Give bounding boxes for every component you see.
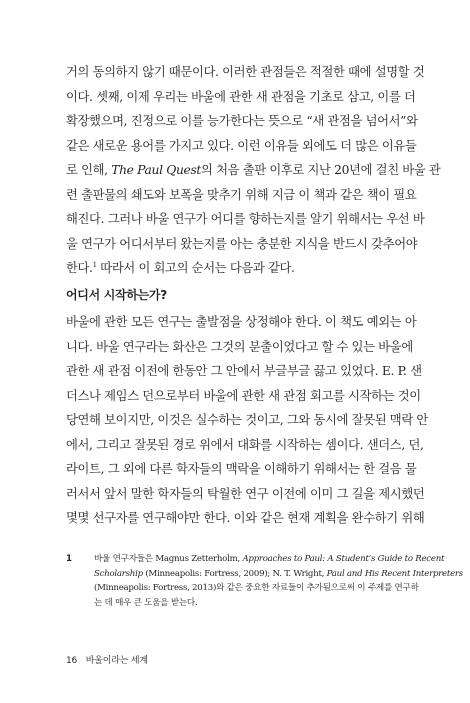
section-heading: 어디서 시작하는가? — [66, 288, 167, 302]
body-paragraph-2 — [66, 310, 428, 531]
body-paragraph-1 — [66, 60, 441, 281]
footnote-ref: 1 — [92, 261, 97, 269]
text-line: 관한 새 관점 이전에 한동안 그 안에서 부글부글 끓고 있었다. E. P. 샌 — [66, 364, 422, 378]
text-line: 몇몇 선구자를 연구해야만 한다. 이와 같은 현재 계획을 완수하기 위해 — [66, 511, 425, 525]
text-line: 확장했으며, 진정으로 이를 능가한다는 뜻으로 “새 관점을 넘어서”와 — [66, 114, 418, 128]
footnote-line — [94, 552, 445, 567]
text-segment: 바울 연구자들은 Magnus Zetterholm, — [94, 554, 243, 564]
footnote-text — [94, 552, 463, 610]
text-line: 바울에 관한 모든 연구는 출발점을 상정해야 한다. 이 책도 예외는 아 — [66, 315, 417, 329]
text-segment: 로 인해, — [66, 163, 112, 177]
text-line: 에서, 그리고 잘못된 경로 위에서 대화를 시작하는 셈이다. 샌더스, 던, — [66, 437, 424, 452]
text-segment: 따라서 이 회고의 순서는 다음과 같다. — [96, 261, 295, 275]
book-title: Paul and His Recent Interpreters — [326, 568, 463, 579]
book-title: Approaches to Paul: A Student’s Guide to Recent — [242, 554, 445, 564]
text-line: 라이트, 그 외에 다른 학자들의 맥락을 이해하기 위해서는 한 걸음 물 — [66, 462, 417, 476]
text-line — [66, 158, 441, 183]
text-line: 이다. 셋째, 이제 우리는 바울에 관한 새 관점을 기초로 삼고, 이를 더 — [66, 89, 416, 104]
text-line: 울 연구가 어디서부터 왔는지를 아는 충분한 지식을 반드시 갖추어야 — [66, 236, 418, 251]
running-title: 바울이라는 세계 — [85, 656, 148, 666]
text-segment: 의 처음 출판 이후로 지난 20년에 걸친 바울 관 — [201, 163, 441, 177]
text-line: 러서서 앞서 말한 학자들의 탁월한 연구 이전에 이미 그 길을 제시했던 — [66, 486, 425, 501]
footnote-line: 는 데 매우 큰 도움을 받는다. — [94, 597, 198, 608]
footnote-line — [94, 567, 463, 582]
footnote-number: 1 — [66, 554, 72, 564]
footnote-line: (Minneapolis: Fortress, 2013)와 같은 중요한 자료들이 추가됨으로써 이 주제를 연구하 — [94, 583, 419, 593]
text-line: 거의 동의하지 않기 때문이다. 이러한 관점들은 적절한 때에 설명할 것 — [66, 65, 425, 79]
text-line: 련 출판물의 쇄도와 보폭을 맞추기 위해 지금 이 책과 같은 책이 필요 — [66, 187, 417, 202]
text-segment: 한다. — [66, 261, 93, 275]
text-line: 해진다. 그러나 바울 연구가 어디를 향하는지를 알기 위해서는 우선 바 — [66, 212, 425, 226]
text-line: 니다. 바울 연구라는 화산은 그것의 분출이었다고 할 수 있는 바울에 — [66, 339, 413, 354]
text-line: 당연해 보이지만, 이것은 실수하는 것이고, 그와 동시에 잘못된 맥락 안 — [66, 413, 428, 427]
book-title: The Paul Quest — [111, 163, 202, 177]
book-title: Scholarship — [94, 568, 143, 579]
text-segment: (Minneapolis: Fortress, 2009); N. T. Wright, — [142, 568, 327, 579]
text-line: 더스나 제임스 던으로부터 바울에 관한 새 관점 회고를 시작하는 것이 — [66, 388, 421, 403]
running-footer — [66, 653, 148, 666]
text-line: 같은 새로운 용어를 가지고 있다. 이런 이유들 외에도 더 많은 이유들 — [66, 138, 417, 153]
text-line — [66, 256, 408, 281]
page-number: 16 — [66, 656, 78, 666]
